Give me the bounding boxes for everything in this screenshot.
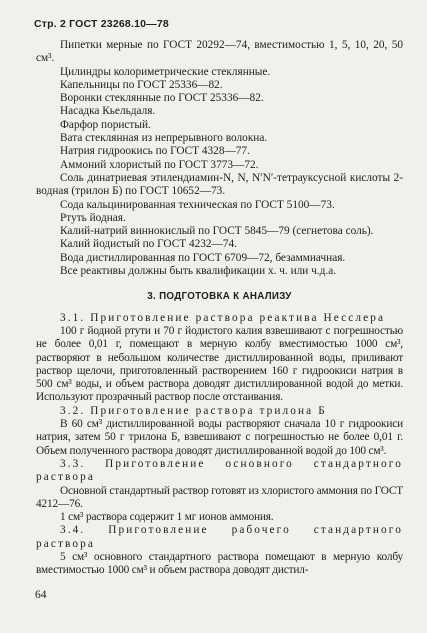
reagent-item: Аммоний хлористый по ГОСТ 3773—72.	[60, 158, 259, 171]
paragraph-3-4: 5 см³ основного стандартного раствора помещают в мерную колбу вместимостью 1000 см³ и объем раствора доводят дистил-	[36, 550, 403, 577]
document-body	[36, 39, 403, 578]
section-heading: 3. ПОДГОТОВКА К АНАЛИЗУ	[147, 291, 292, 303]
reagent-item: Ртуть йодная.	[60, 211, 126, 224]
reagent-item: Насадка Кьельдаля.	[60, 105, 156, 118]
reagent-item: Сода кальцинированная техническая по ГОСТ 5100—73.	[60, 198, 335, 211]
paragraph-3-3b: 1 см³ раствора содержит 1 мг ионов аммония.	[60, 511, 274, 524]
reagent-item: Воронки стеклянные по ГОСТ 25336—82.	[60, 92, 264, 105]
reagent-item: Вода дистиллированная по ГОСТ 6709—72, безаммиачная.	[60, 251, 346, 264]
reagent-item: Все реактивы должны быть квалификации х. ч. или ч.д.а.	[60, 265, 337, 278]
reagent-item: Вата стеклянная из непрерывного волокна.	[60, 132, 268, 145]
reagent-item: Калий-натрий виннокислый по ГОСТ 5845—79 (сегнетова соль).	[60, 225, 374, 238]
paragraph-3-1: 100 г йодной ртути и 70 г йодистого калия взвешивают с погрешностью не более 0,01 г, помещают в мерную колбу вместимостью 1000 см³, растворяют в небольшом количестве дистиллированной воды, приливают раствор щелочи, приготовленный растворением 160 г гидроокиси натрия в 500 см³ воды, и объем раствора доводят дистиллированной водой до метки. Используют прозрачный раствор после отстаивания.	[36, 324, 403, 404]
reagent-item: Калий йодистый по ГОСТ 4232—74.	[60, 238, 237, 251]
reagent-item: Натрия гидроокись по ГОСТ 4328—77.	[60, 145, 250, 158]
subsection-heading-3-2: 3.2. Приготовление раствора трилона Б	[60, 404, 327, 417]
subsection-heading-3-1: 3.1. Приготовление раствора реактива Несслера	[60, 311, 386, 324]
paragraph-3-2: В 60 см³ дистиллированной воды растворяют сначала 10 г гидроокиси натрия, затем 50 г трилона Б, взвешивают с погрешностью не более 0,01 г. Объем полученного раствора доводят дистиллированной водой до 100 см³.	[36, 418, 403, 457]
reagent-item: Цилиндры колориметрические стеклянные.	[60, 65, 271, 78]
paragraph-3-3a: Основной стандартный раствор готовят из хлористого аммония по ГОСТ 4212—76.	[36, 484, 403, 510]
subsection-heading-3-4: 3.4. Приготовление рабочего стандартного раствора	[36, 524, 403, 550]
running-header: Стр. 2 ГОСТ 23268.10—78	[34, 18, 169, 30]
subsection-heading-3-3: 3.3. Приготовление основного стандартного раствора	[36, 457, 403, 484]
page-number: 64	[35, 589, 47, 601]
reagent-item: Пипетки мерные по ГОСТ 20292—74, вместимостью 1, 5, 10, 20, 50 см³.	[36, 39, 403, 65]
reagent-item: Соль динатриевая этилендиамин-N, N, N′N′-тетрауксусной кислоты 2-водная (трилон Б) по ГОСТ 10652—73.	[36, 171, 403, 198]
reagent-item: Фарфор пористый.	[60, 118, 151, 131]
reagent-item: Капельницы по ГОСТ 25336—82.	[60, 78, 223, 91]
